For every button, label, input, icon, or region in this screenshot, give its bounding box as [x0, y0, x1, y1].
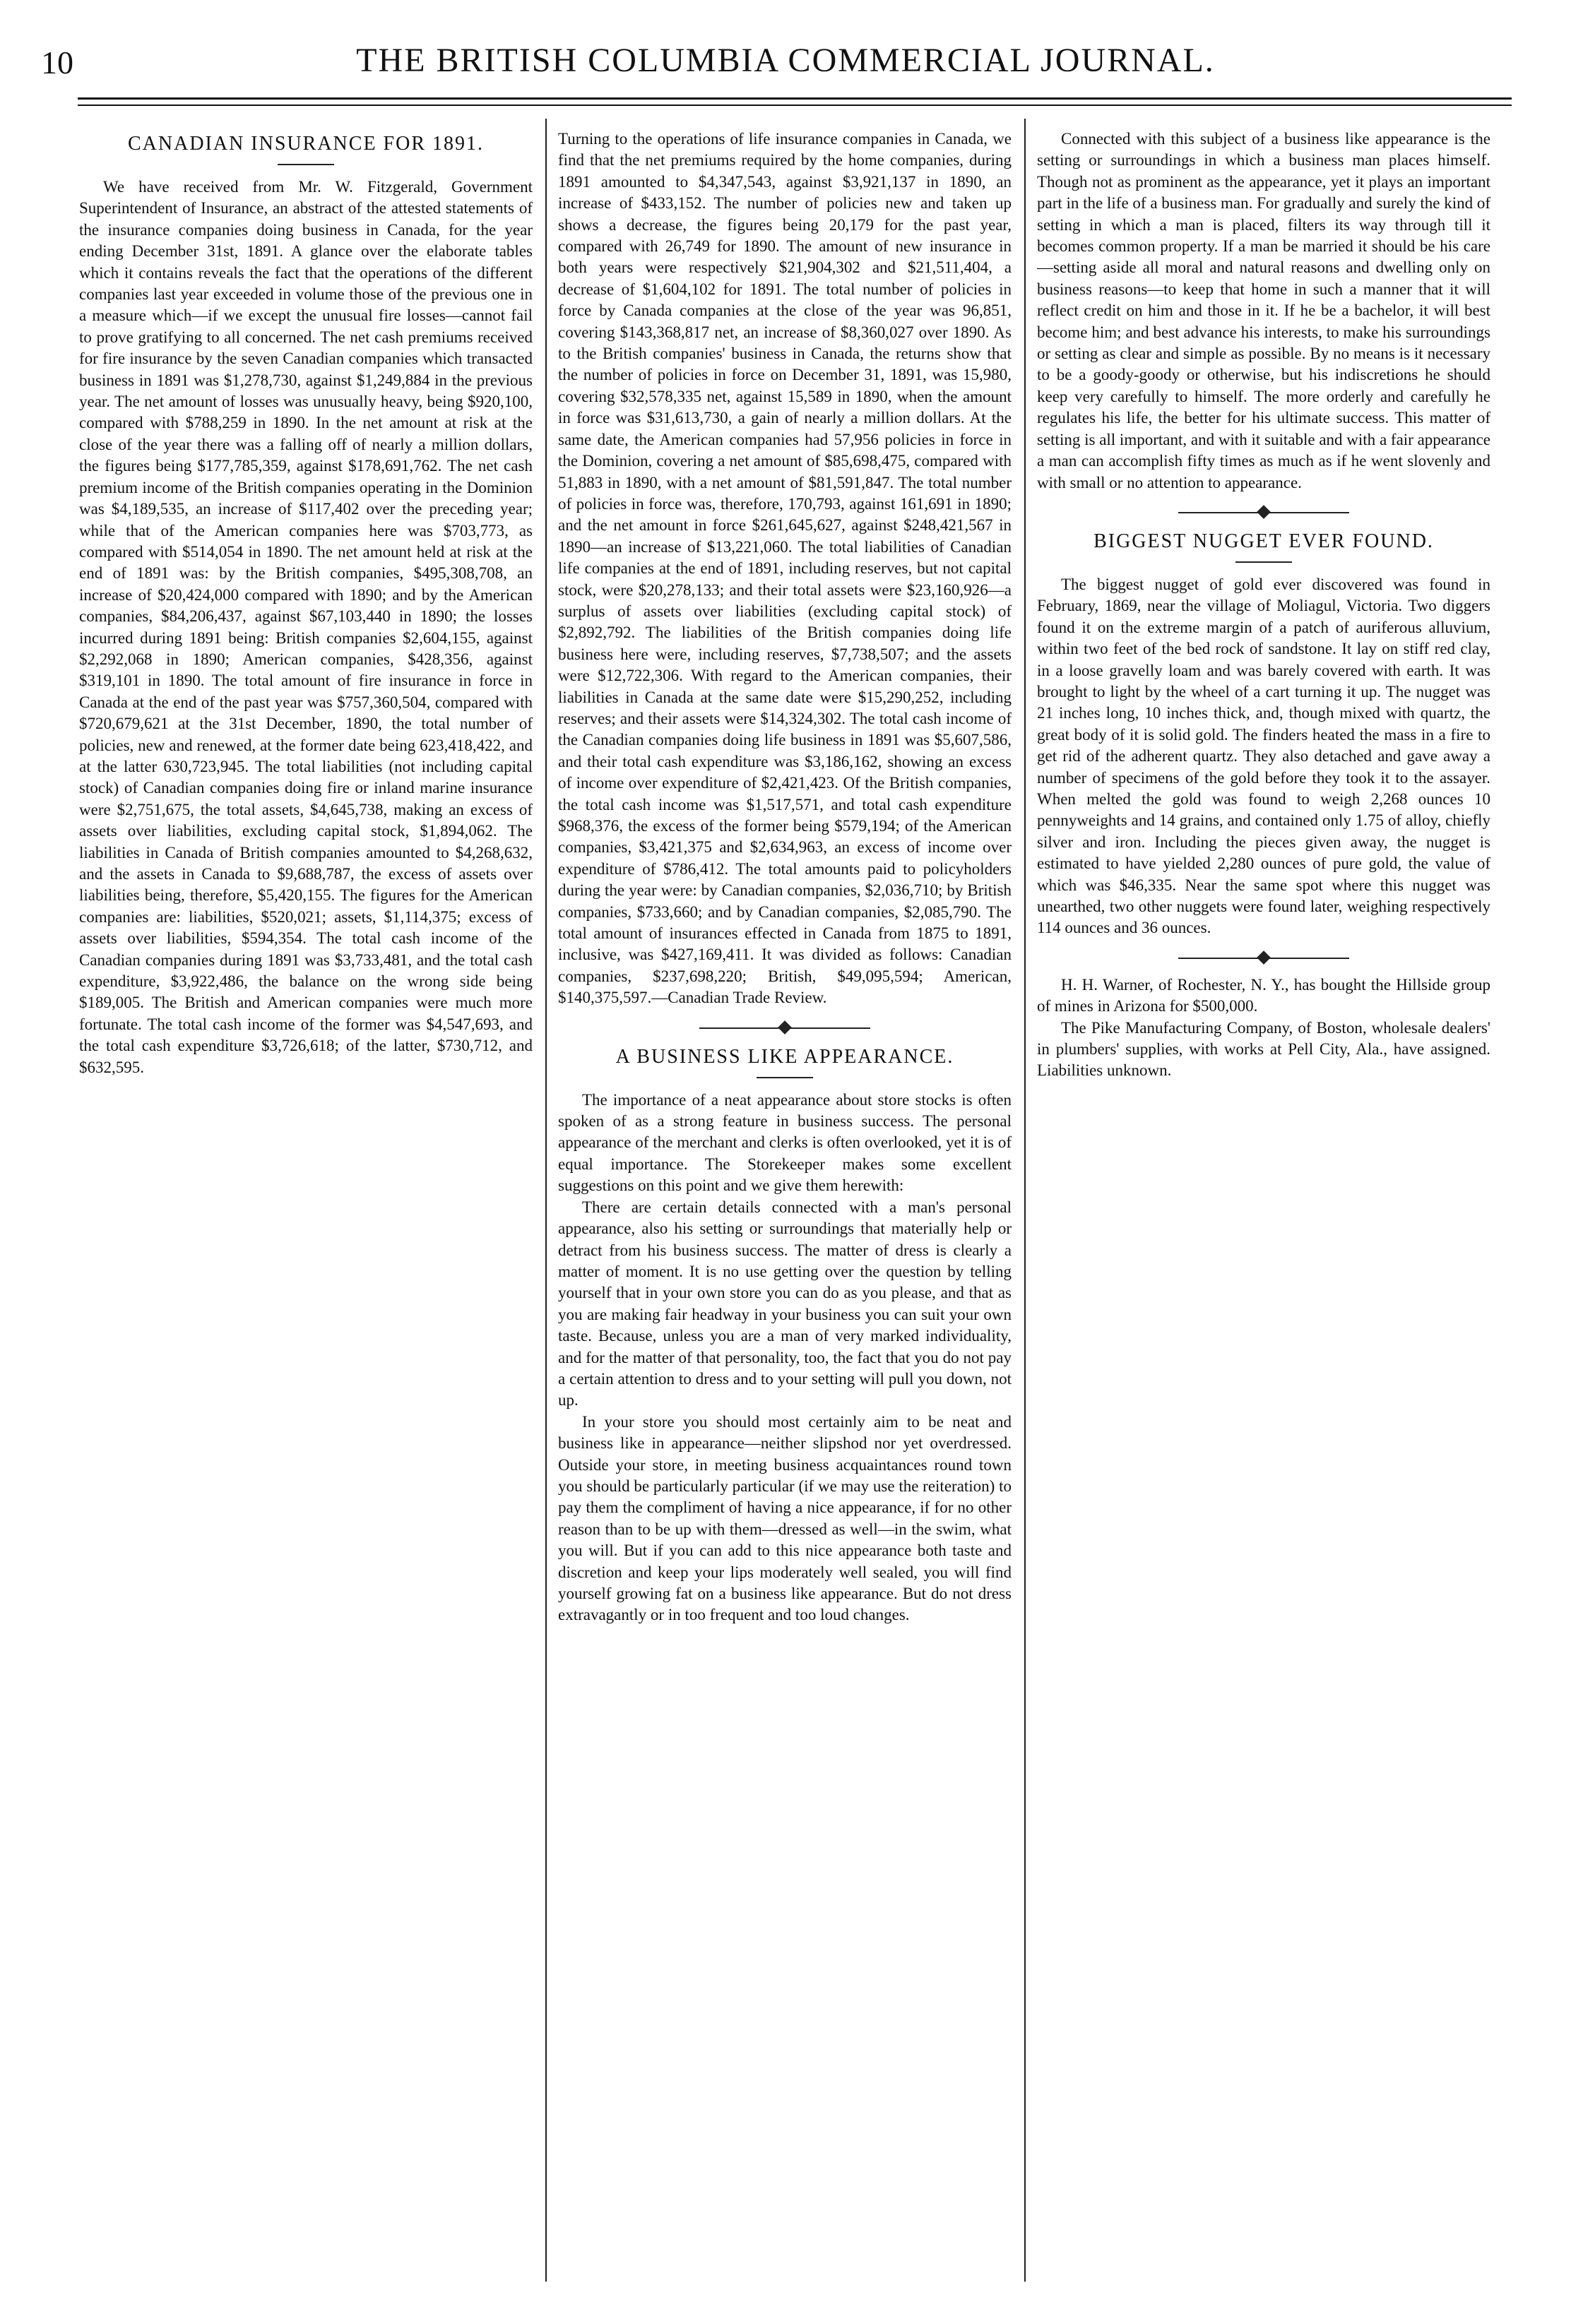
insurance-paragraph-2: Turning to the operations of life insurance companies in Canada, we find that the net premiums required by the home companies, during 1891 amounted to $4,347,543, against $3,921,137 in 1890, an increase of $433,152. The number of policies new and taken up shows a decrease, the figures being 20,179 for the past year, compared with 26,749 for 1890. The amount of new insurance in both years were respectively $21,904,302 and $21,511,404, a decrease of $1,604,102 for 1891. The total number of policies in force by Canada companies at the close of the year was 96,851, covering $143,368,817 net, an increase of $8,360,027 over 1890. As to the British companies' business in Canada, the returns show that the number of policies in force on December 31, 1891, was 15,980, covering $32,578,335 net, against 15,589 in 1890, when the amount in force was $31,613,730, a gain of nearly a million dollars. At the same date, the American companies had 57,956 policies in force in the Dominion, covering a net amount of $85,698,475, compared with 51,883 in 1890, with a net amount of $81,591,847. The total number of policies in force was, therefore, 170,793, against 161,691 in 1890; and the net amount in force $261,645,627, against $248,421,567 in 1890—an increase of $13,221,060. The total liabilities of Canadian life companies at the end of 1891, including reserves, but not capital stock, were $20,278,133; and their total assets were $23,160,926—a surplus of assets over liabilities (excluding capital stock) of $2,892,792. The liabilities of the British companies doing life business here were, including reserves, $7,738,507; and the assets were $12,722,306. With regard to the American companies, their liabilities in Canada at the same date were $15,290,252, including reserves; and their assets were $14,324,302. The total cash income of the Canadian companies doing life business in 1891 was $5,607,586, and their total cash expenditure was $3,186,162, showing an excess of income over expenditure of $2,421,423. Of the British companies, the total cash income was $1,517,571, and total cash expenditure $968,376, the excess of the former being $579,194; of the American companies, $3,421,375 and $2,634,963, an excess of income over expenditure of $786,412. The total amounts paid to policyholders during the year were: by Canadian companies, $2,036,710; by British companies, $733,660; and by Canadian companies, $2,085,790. The total amount of insurances effected in Canada from 1875 to 1891, inclusive, was $427,169,411. It was divided as follows: Canadian companies, $237,698,220; British, $49,095,594; American, $140,375,597.—Canadian Trade Review. [558, 130, 1012, 1007]
brief-pike: The Pike Manufacturing Company, of Boston, wholesale dealers' in plumbers' supplies, with works at Pell City, Ala., have assigned. Liabilities unknown. [1037, 1018, 1490, 1080]
headline-rule [1235, 561, 1292, 563]
headline-canadian-insurance: CANADIAN INSURANCE FOR 1891. [127, 133, 485, 155]
appearance-paragraph-4: Connected with this subject of a business like appearance is the setting or surroundings in which a business man places himself. Though not as prominent as the appearance, yet it plays an important part in the life of a business man. For gradually and surely the kind of setting in which a man is placed, filters its way through till it becomes common property. If a man be married it should be his care—setting aside all moral and natural reasons and dwelling only on business reasons—to keep that home in such a manner that it will reflect credit on him and those in it. If he be a bachelor, it will best become him; and best advance his interests, to make his surroundings or setting as clear and simple as possible. By no means is it necessary to be a goody-goody or otherwise, but his indiscretions he should keep very carefully to himself. The more orderly and carefully he regulates his life, the better for his ultimate success. This matter of setting is all important, and with it suitable and with a fair appearance a man can accomplish fifty times as much as if he went slovenly and with small or no attention to appearance. [1037, 130, 1490, 491]
journal-title: THE BRITISH COLUMBIA COMMERCIAL JOURNAL. [356, 42, 1215, 79]
headline-business-appearance: A BUSINESS LIKE APPEARANCE. [615, 1045, 954, 1068]
column-1 [79, 129, 533, 2289]
page-number: 10 [41, 44, 73, 81]
brief-warner: H. H. Warner, of Rochester, N. Y., has bought the Hillside group of mines in Arizona for $500,000. [1037, 975, 1490, 1015]
appearance-paragraph-3: In your store you should most certainly aim to be neat and business like in appearance—neither slipshod nor yet overdressed. Outside your store, in meeting business acquaintances round town you should be particularly particular (if we may use the reiteration) to pay them the compliment of having a nice appearance, if for no other reason than to be up with them—dressed as well—in the swim, what you will. But if you can add to this nice appearance both taste and discretion and keep your lips moderately well sealed, you will find yourself growing fat on a business like appearance. But do not dress extravagantly or in too frequent and too loud changes. [558, 1412, 1012, 1624]
nugget-paragraph: The biggest nugget of gold ever discovered was found in February, 1869, near the village of Moliagul, Victoria. Two diggers found it on the extreme margin of a patch of auriferous alluvium, within two feet of the bed rock of sandstone. It lay on stiff red clay, in a loose gravelly loam and was barely covered with earth. It was brought to light by the wheel of a cart turning it up. The nugget was 21 inches long, 10 inches thick, and, though mixed with quartz, the great body of it is solid gold. The finders heated the mass in a fire to get rid of the adherent quartz. They also detached and gave away a number of specimens of the gold before they took it to the assayer. When melted the gold was found to weigh 2,268 ounces 10 pennyweights and 14 grains, and contained only 1.75 of alloy, chiefly silver and iron. Including the pieces given away, the nugget is estimated to have yielded 2,280 ounces of pure gold, the value of which was $46,335. Near the same spot where this nugget was unearthed, two other nuggets were found later, weighing respectively 114 ounces and 36 ounces. [1037, 575, 1490, 937]
section-divider [1037, 951, 1490, 966]
headline-rule [757, 1077, 813, 1078]
headline-rule [278, 164, 334, 165]
appearance-paragraph-2: There are certain details connected with a man's personal appearance, also his setting or surroundings that materially help or detract from his business success. The matter of dress is clearly a matter of moment. It is no use getting over the question by telling yourself that in your own store you can do as you please, and that as you are making fair headway in your business you can suit your own taste. Because, unless you are a man of very marked individuality, and for the matter of that personality, too, the fact that you do not pay a certain attention to dress and to your setting will pull you down, not up. [558, 1198, 1012, 1410]
appearance-paragraph-1: The importance of a neat appearance about store stocks is often spoken of as a strong feature in business success. The personal appearance of the merchant and clerks is often overlooked, yet it is of equal importance. The Storekeeper makes some excellent suggestions on this point and we give them herewith: [558, 1090, 1012, 1195]
column-rule [1024, 119, 1026, 2282]
column-rule [545, 119, 547, 2282]
column-2 [558, 129, 1012, 2289]
column-3 [1037, 129, 1490, 2289]
headline-biggest-nugget: BIGGEST NUGGET EVER FOUND. [1093, 530, 1434, 552]
section-divider [1037, 505, 1490, 520]
section-divider [558, 1020, 1012, 1036]
header-rule [78, 105, 1512, 106]
insurance-paragraph-1: We have received from Mr. W. Fitzgerald, Government Superintendent of Insurance, an abstract of the attested statements of the insurance companies doing business in Canada, for the year ending December 31st, 1891. A glance over the elaborate tables which it contains reveals the fact that the operations of the different companies last year exceeded in volume those of the previous one in a measure which—if we except the unusual fire losses—cannot fail to prove gratifying to all concerned. The net cash premiums received for fire insurance by the seven Canadian companies which transacted business in 1891 was $1,278,730, against $1,249,884 in the previous year. The net amount of losses was unusually heavy, being $920,100, compared with $788,259 in 1890. In the net amount at risk at the close of the year there was a falling off of nearly a million dollars, the figures being $177,785,359, against $178,691,762. The net cash premium income of the British companies operating in the Dominion was $4,189,535, an increase of $117,402 over the preceding year; while that of the American companies here was $703,773, as compared with $514,054 in 1890. The net amount held at risk at the end of 1891 was: by the British companies, $495,308,708, an increase of $20,424,000 compared with 1890; and by the American companies, $84,206,437, against $67,103,440 in 1890; the losses incurred during 1891 being: British companies $2,604,155, against $2,292,068 in 1890; American companies, $428,356, against $319,101 in 1890. The total amount of fire insurance in force in Canada at the end of the past year was $757,360,504, compared with $720,679,621 at the 31st December, 1890, the total number of policies, new and renewed, at the former date being 623,418,422, and at the latter 630,723,945. The total liabilities (not including capital stock) of Canadian companies doing fire or inland marine insurance were $2,751,675, the total assets, $4,645,738, making an excess of assets over liabilities, excluding capital stock, $1,894,062. The liabilities in Canada of British companies amounted to $4,268,632, and the assets in Canada to $9,688,787, the excess of assets over liabilities being, therefore, $5,420,155. The figures for the American companies are: liabilities, $520,021; assets, $1,114,375; excess of assets over liabilities, $594,354. The total cash income of the Canadian companies during 1891 was $3,733,481, and the total cash expenditure, $3,922,486, the balance on the wrong side being $189,005. The British and American companies were much more fortunate. The total cash income of the former was $4,547,693, and the total cash expenditure $3,726,618; of the latter, $730,712, and $632,595. [79, 178, 533, 1076]
header-rule [78, 97, 1512, 100]
